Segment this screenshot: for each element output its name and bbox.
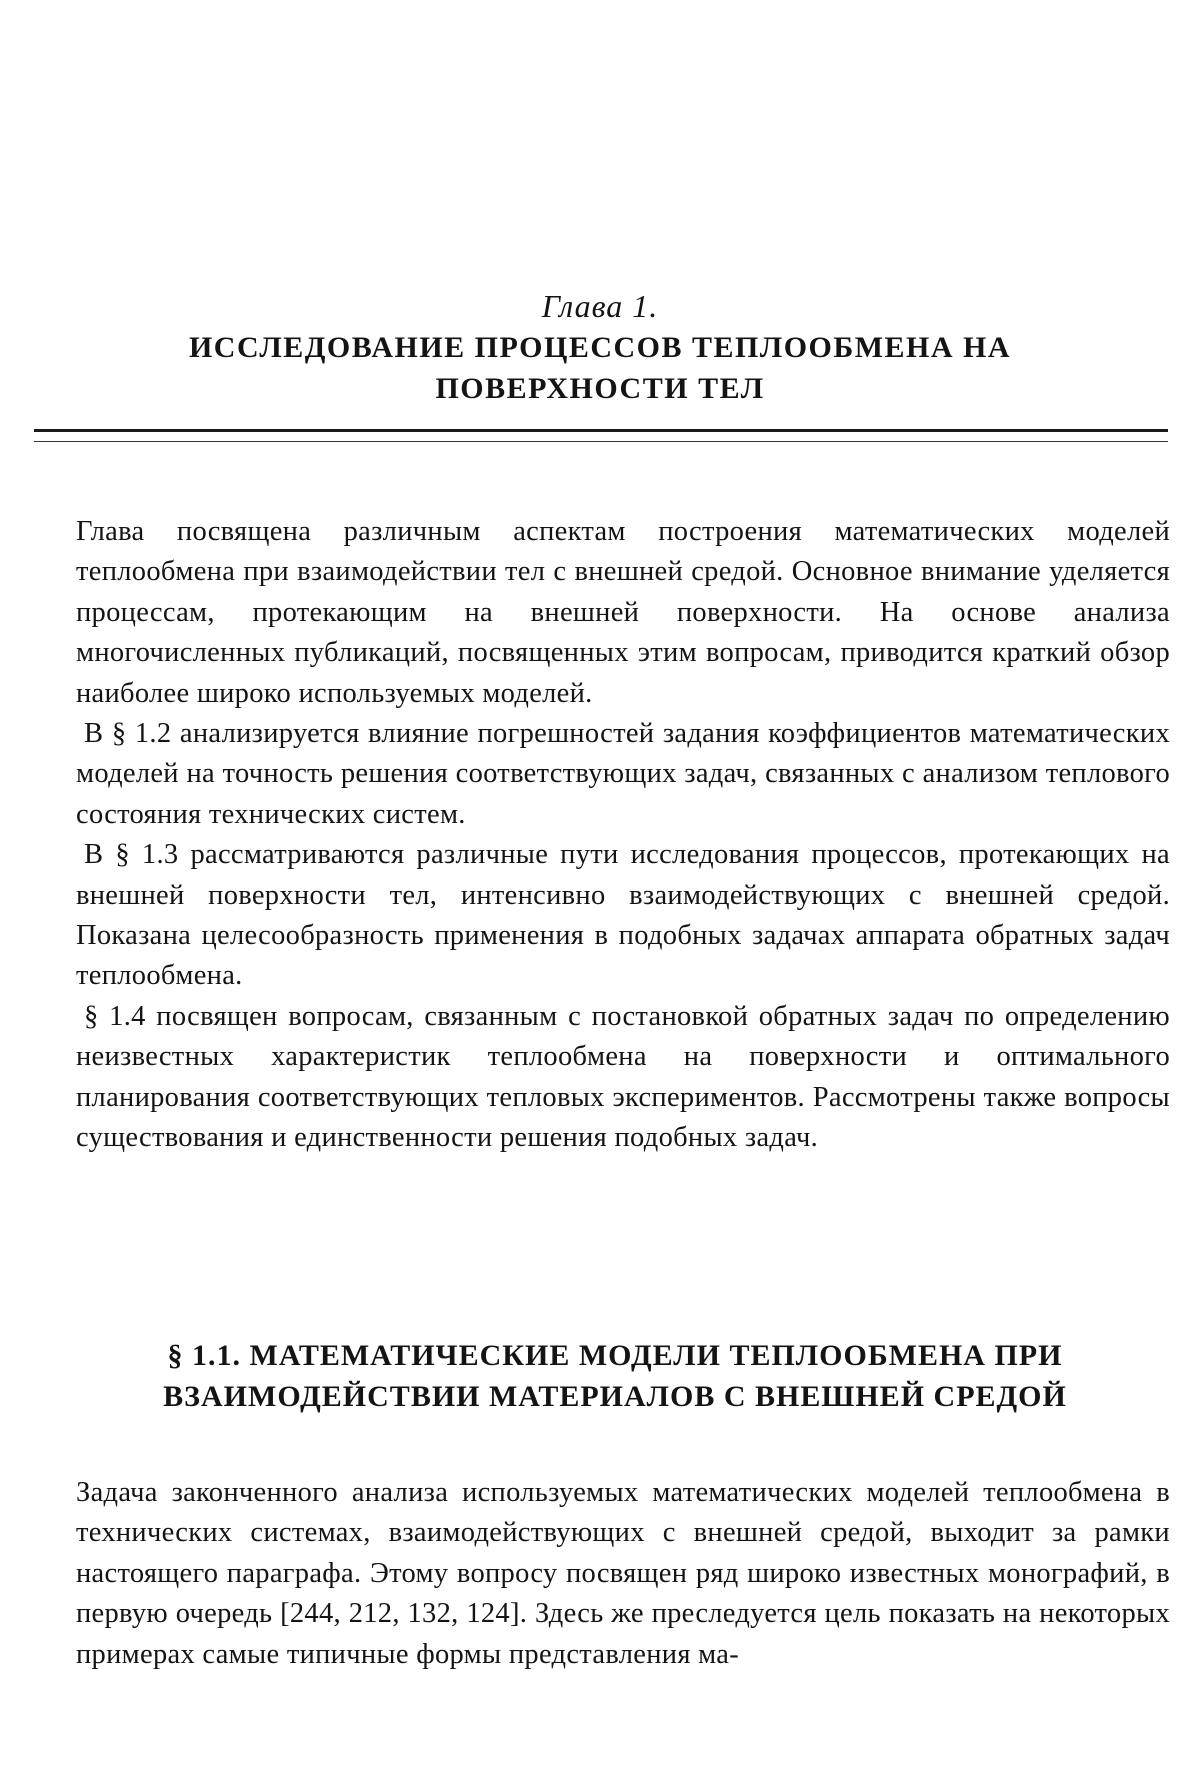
- intro-paragraph: В § 1.2 анализируется влияние погрешностей задания коэффициентов математических моделей на точность решения соответствующих задач, связанных с анализом теплового состояния технических систем.: [76, 718, 1170, 830]
- section-heading: § 1.1. МАТЕМАТИЧЕСКИЕ МОДЕЛИ ТЕПЛООБМЕНА ПРИ ВЗАИМОДЕЙСТВИИ МАТЕРИАЛОВ С ВНЕШНЕЙ СРЕДОЙ: [163, 1339, 1067, 1413]
- section-body: [76, 1473, 1170, 1675]
- title-rule-thin: [34, 441, 1168, 442]
- intro-paragraph: В § 1.3 рассматриваются различные пути исследования процессов, протекающих на внешней поверхности тел, интенсивно взаимодействующих с внешней средой. Показана целесообразность применения в подобных задачах аппарата обратных задач теплообмена.: [76, 839, 1170, 992]
- section-paragraph: Задача законченного анализа используемых математических моделей теплообмена в технических системах, взаимодействующих с внешней средой, выходит за рамки настоящего параграфа. Этому вопросу посвящен ряд широко известных монографий, в первую очередь [244, 212, 132, 124]. Здесь же преследуется цель показать на некоторых примерах самые типичные формы представления ма-: [76, 1477, 1170, 1670]
- intro-paragraph: Глава посвящена различным аспектам построения математических моделей теплообмена при взаимодействии тел с внешней средой. Основное внимание уделяется процессам, протекающим на внешней поверхности. На основе анализа многочисленных публикаций, посвященных этим вопросам, приводится краткий обзор наиболее широко используемых моделей.: [76, 516, 1170, 709]
- intro-paragraph: § 1.4 посвящен вопросам, связанным с постановкой обратных задач по определению неизвестных характеристик теплообмена на поверхности и оптимального планирования соответствующих тепловых экспериментов. Рассмотрены также вопросы существования и единственности решения подобных задач.: [76, 1000, 1170, 1154]
- chapter-title: ИССЛЕДОВАНИЕ ПРОЦЕССОВ ТЕПЛООБМЕНА НА ПОВЕРХНОСТИ ТЕЛ: [188, 331, 1012, 405]
- chapter-intro: [76, 512, 1170, 1159]
- title-rule-thick: [34, 429, 1168, 432]
- chapter-label: Глава 1.: [541, 288, 659, 324]
